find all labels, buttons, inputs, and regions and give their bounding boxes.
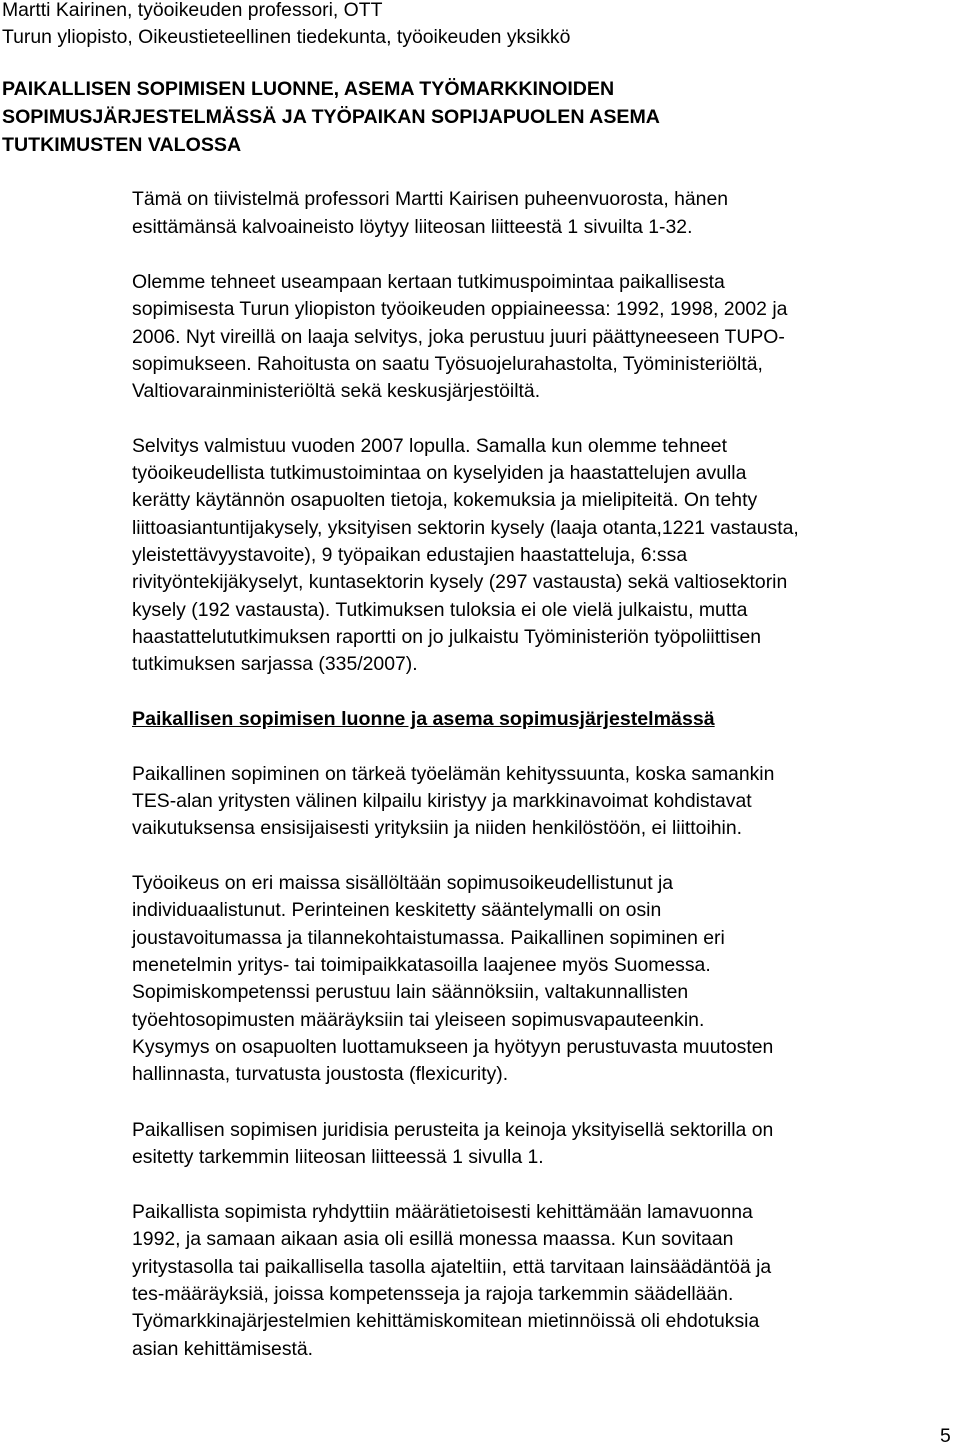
page-number: 5 [940, 1425, 951, 1447]
paragraph-line: menetelmin yritys- tai toimipaikkatasoilla laajenee myös Suomessa. [132, 954, 711, 976]
title-line: SOPIMUSJÄRJESTELMÄSSÄ JA TYÖPAIKAN SOPIJAPUOLEN ASEMA [2, 106, 660, 128]
paragraph-line: joustavoitumassa ja tilannekohtaistumassa. Paikallinen sopiminen eri [132, 927, 725, 949]
paragraph-line: asian kehittämisestä. [132, 1338, 314, 1360]
paragraph-line: Paikallista sopimista ryhdyttiin määrätietoisesti kehittämään lamavuonna [132, 1201, 753, 1223]
paragraph-line: Valtiovarainministeriöltä sekä keskusjärjestöiltä. [132, 380, 541, 402]
paragraph-line: Paikallinen sopiminen on tärkeä työelämän kehityssuunta, koska samankin [132, 763, 775, 785]
paragraph-line: rivityöntekijäkyselyt, kuntasektorin kysely (297 vastausta) sekä valtiosektorin [132, 571, 788, 593]
section-heading-text: Paikallisen sopimisen luonne ja asema sopimusjärjestelmässä [132, 708, 715, 730]
section-heading [132, 706, 715, 733]
paragraph-line: tes-määräyksiä, joissa kompetensseja ja rajoja tarkemmin säädellään. [132, 1283, 734, 1305]
paragraph-line: tutkimuksen sarjassa (335/2007). [132, 653, 418, 675]
paragraph-line: kerätty käytännön osapuolten tietoja, kokemuksia ja mielipiteitä. On tehty [132, 489, 758, 511]
paragraph-line: työoikeudellista tutkimustoimintaa on kyselyiden ja haastattelujen avulla [132, 462, 747, 484]
author-name-line: Martti Kairinen, työoikeuden professori, OTT [2, 0, 383, 21]
author-affiliation-line: Turun yliopisto, Oikeustieteellinen tiedekunta, työoikeuden yksikkö [2, 26, 571, 48]
paragraph-line: yritystasolla tai paikallisella tasolla ajateltiin, että tarvitaan lainsäädäntöä ja [132, 1256, 772, 1278]
paragraph-line: Työoikeus on eri maissa sisällöltään sopimusoikeudellistunut ja [132, 872, 674, 894]
paragraph-line: 1992, ja samaan aikaan asia oli esillä monessa maassa. Kun sovitaan [132, 1228, 734, 1250]
title-line: PAIKALLISEN SOPIMISEN LUONNE, ASEMA TYÖMARKKINOIDEN [2, 78, 615, 100]
paragraph-line: Kysymys on osapuolten luottamukseen ja hyötyyn perustuvasta muutosten [132, 1036, 774, 1058]
title-line: TUTKIMUSTEN VALOSSA [2, 134, 242, 156]
paragraph-line: esitetty tarkemmin liiteosan liitteessä 1 sivulla 1. [132, 1146, 544, 1168]
paragraph-line: Selvitys valmistuu vuoden 2007 lopulla. Samalla kun olemme tehneet [132, 435, 727, 457]
paragraph-line: Tämä on tiivistelmä professori Martti Kairisen puheenvuorosta, hänen [132, 188, 729, 210]
paragraph-line: sopimisesta Turun yliopiston työoikeuden oppiaineessa: 1992, 1998, 2002 ja [132, 298, 788, 320]
paragraph-line: työehtosopimusten määräyksiin tai yleiseen sopimusvapauteenkin. [132, 1009, 705, 1031]
paragraph-line: vaikutuksensa ensisijaisesti yrityksiin ja niiden henkilöstöön, ei liittoihin. [132, 817, 743, 839]
paragraph-line: Työmarkkinajärjestelmien kehittämiskomitean mietinnöissä oli ehdotuksia [132, 1310, 760, 1332]
paragraph-line: TES-alan yritysten välinen kilpailu kiristyy ja markkinavoimat kohdistavat [132, 790, 752, 812]
paragraph-line: esittämänsä kalvoaineisto löytyy liiteosan liitteestä 1 sivuilta 1-32. [132, 216, 693, 238]
paragraph-line: haastattelututkimuksen raportti on jo julkaistu Työministeriön työpoliittisen [132, 626, 762, 648]
paragraph-line: kysely (192 vastausta). Tutkimuksen tuloksia ei ole vielä julkaistu, mutta [132, 599, 748, 621]
paragraph-line: individuaalistunut. Perinteinen keskitetty sääntelymalli on osin [132, 899, 662, 921]
paragraph-line: sopimukseen. Rahoitusta on saatu Työsuojelurahastolta, Työministeriöltä, [132, 353, 763, 375]
paragraph-line: Paikallisen sopimisen juridisia perusteita ja keinoja yksityisellä sektorilla on [132, 1119, 774, 1141]
paragraph-line: Olemme tehneet useampaan kertaan tutkimuspoimintaa paikallisesta [132, 271, 725, 293]
paragraph-line: liittoasiantuntijakysely, yksityisen sektorin kysely (laaja otanta,1221 vastausta, [132, 517, 799, 539]
paragraph-line: yleistettävyystavoite), 9 työpaikan edustajien haastatteluja, 6:ssa [132, 544, 688, 566]
paragraph-line: Sopimiskompetenssi perustuu lain säännöksiin, valtakunnallisten [132, 981, 689, 1003]
paragraph-line: hallinnasta, turvatusta joustosta (flexicurity). [132, 1063, 509, 1085]
paragraph-line: 2006. Nyt vireillä on laaja selvitys, joka perustuu juuri päättyneeseen TUPO- [132, 326, 785, 348]
